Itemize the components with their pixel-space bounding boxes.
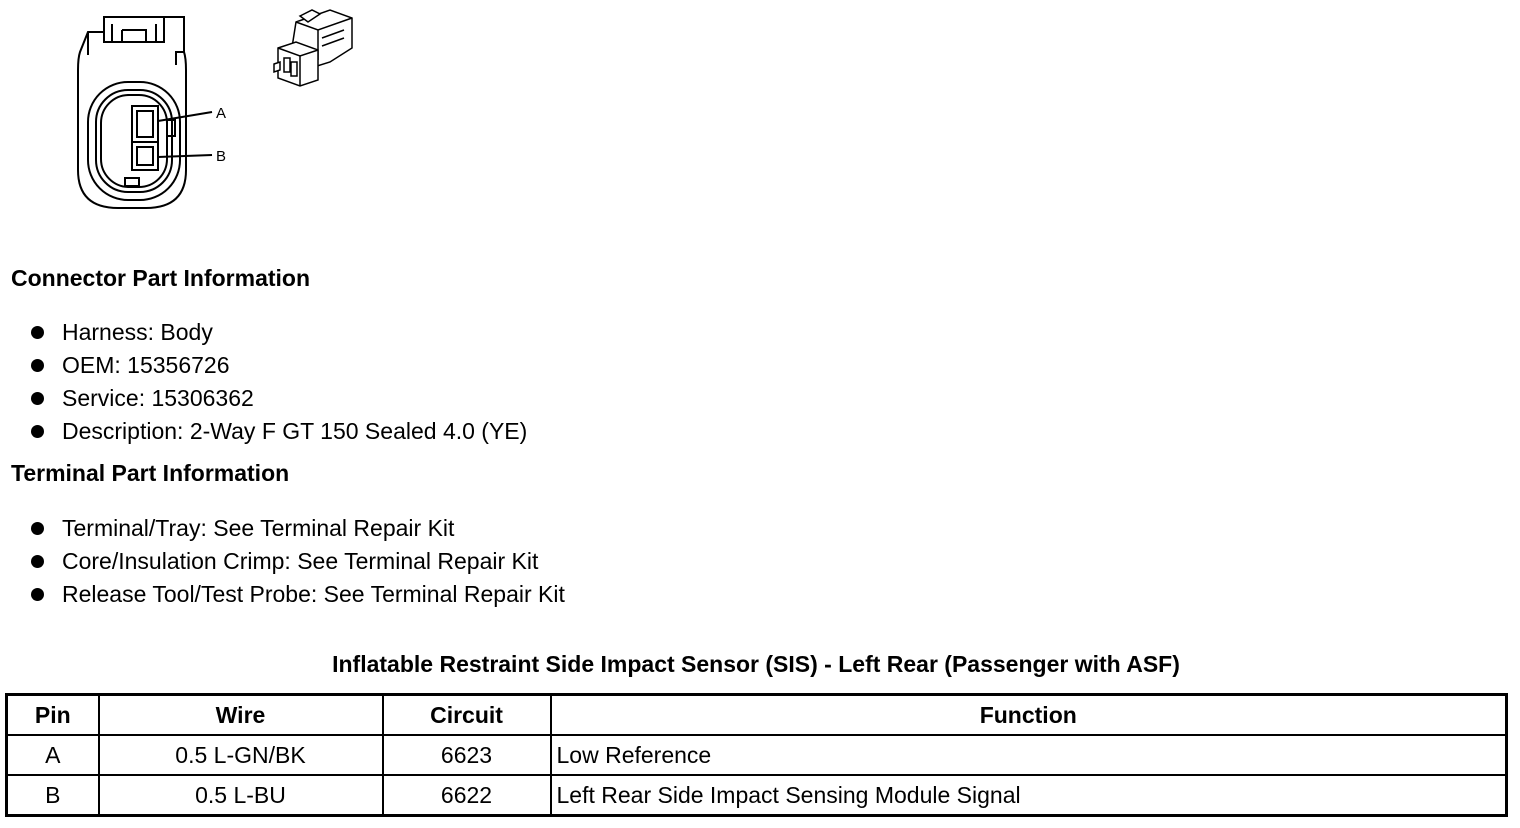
bullet-icon [31,588,44,601]
list-item [28,316,527,349]
table-row [7,775,1507,816]
list-item [28,382,527,415]
bullet-icon [31,392,44,405]
bullet-icon [31,555,44,568]
bullet-icon [31,522,44,535]
list-item-text: Terminal/Tray: See Terminal Repair Kit [62,515,455,541]
function-cell: Left Rear Side Impact Sensing Module Signal [551,775,1507,816]
connector-part-info-list [28,316,527,448]
column-header-wire: Wire [99,695,383,736]
function-cell: Low Reference [551,735,1507,775]
list-item-text: Service: 15306362 [62,385,254,411]
column-header-pin: Pin [7,695,99,736]
list-item-text: Description: 2-Way F GT 150 Sealed 4.0 (YE) [62,418,528,444]
pin-cell: A [7,735,99,775]
wire-cell: 0.5 L-BU [99,775,383,816]
pin-table-title: Inflatable Restraint Side Impact Sensor (SIS) - Left Rear (Passenger with ASF) [332,651,1180,677]
list-item [28,415,527,448]
connector-diagram [0,0,380,215]
pin-table [5,693,1508,817]
list-item [28,545,565,578]
list-item-text: Core/Insulation Crimp: See Terminal Repair Kit [62,548,539,574]
terminal-part-info-list [28,512,565,611]
bullet-icon [31,326,44,339]
column-header-function: Function [551,695,1507,736]
connector-face-view [78,17,212,208]
circuit-cell: 6623 [383,735,551,775]
wire-cell: 0.5 L-GN/BK [99,735,383,775]
connector-iso-view [274,10,352,86]
circuit-cell: 6622 [383,775,551,816]
list-item [28,512,565,545]
table-header-row [7,695,1507,736]
pin-label-b: B [216,148,227,165]
list-item [28,349,527,382]
list-item-text: OEM: 15356726 [62,352,230,378]
list-item-text: Harness: Body [62,319,213,345]
pin-label-a: A [216,105,227,122]
list-item [28,578,565,611]
pin-cell: B [7,775,99,816]
bullet-icon [31,425,44,438]
column-header-circuit: Circuit [383,695,551,736]
terminal-part-info-heading: Terminal Part Information [11,460,290,486]
connector-part-info-heading: Connector Part Information [11,265,311,291]
bullet-icon [31,359,44,372]
list-item-text: Release Tool/Test Probe: See Terminal Repair Kit [62,581,565,607]
table-row [7,735,1507,775]
